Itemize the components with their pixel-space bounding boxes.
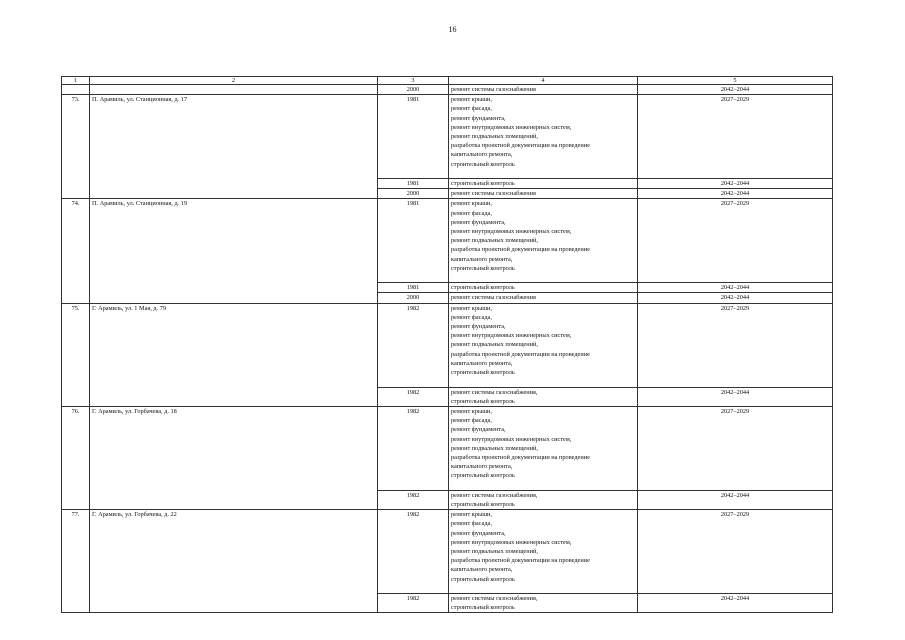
period-cell: 2042–2044 bbox=[638, 490, 833, 509]
works-cell bbox=[449, 406, 638, 490]
works-line: разработка проектной документации на проведение bbox=[451, 142, 590, 150]
works-cell: ремонт системы газоснабжения bbox=[449, 85, 638, 95]
works-line: строительный контроль bbox=[451, 575, 515, 583]
period-cell: 2042–2044 bbox=[638, 283, 833, 293]
works-line: ремонт внутридомовых инженерных систем, bbox=[451, 228, 572, 236]
address-cell: П. Арамиль, ул. Станционная, д. 19 bbox=[90, 199, 378, 303]
address-cell: Г. Арамиль, ул. Горбачева, д. 22 bbox=[90, 510, 378, 613]
period-cell: 2042–2044 bbox=[638, 593, 833, 612]
page-number: 16 bbox=[448, 25, 457, 34]
year-cell: 1981 bbox=[378, 283, 449, 293]
works-line: ремонт внутридомовых инженерных систем, bbox=[451, 538, 572, 546]
works-cell bbox=[449, 593, 638, 612]
works-line: ремонт системы газоснабжения, bbox=[451, 388, 538, 396]
address-cell: Г. Арамиль, ул. 1 Мая, д. 79 bbox=[90, 303, 378, 406]
works-line: разработка проектной документации на проведение bbox=[451, 350, 590, 358]
works-line: ремонт фасада, bbox=[451, 520, 492, 528]
year-cell: 2000 bbox=[378, 85, 449, 95]
entry-number-cell: 73. bbox=[62, 95, 90, 199]
works-line: ремонт подвальных помещений, bbox=[451, 444, 538, 452]
works-line: строительный контроль bbox=[451, 369, 515, 377]
works-line: строительный контроль bbox=[451, 284, 515, 292]
works-line bbox=[451, 377, 635, 386]
works-line: ремонт крыши, bbox=[451, 511, 493, 519]
entry-number-cell: 74. bbox=[62, 199, 90, 303]
works-cell bbox=[449, 283, 638, 293]
address-cell: П. Арамиль, ул. Станционная, д. 17 bbox=[90, 95, 378, 199]
year-cell: 1982 bbox=[378, 510, 449, 594]
works-cell bbox=[449, 293, 638, 303]
year-cell: 1981 bbox=[378, 95, 449, 179]
works-line: ремонт фасада, bbox=[451, 417, 492, 425]
works-line bbox=[451, 169, 635, 178]
works-line: разработка проектной документации на проведение bbox=[451, 557, 590, 565]
works-line: ремонт системы газоснабжения bbox=[451, 190, 536, 198]
works-line: ремонт внутридомовых инженерных систем, bbox=[451, 332, 572, 340]
year-cell: 1981 bbox=[378, 199, 449, 283]
works-cell bbox=[449, 95, 638, 179]
works-line: ремонт фундамента, bbox=[451, 323, 506, 331]
address-cell bbox=[90, 85, 378, 95]
header-cell-1: 1 bbox=[62, 77, 90, 85]
period-cell: 2042–2044 bbox=[638, 85, 833, 95]
address-cell: Г. Арамиль, ул. Горбачева, д. 18 bbox=[90, 406, 378, 509]
period-cell: 2042–2044 bbox=[638, 179, 833, 189]
year-cell: 1982 bbox=[378, 490, 449, 509]
period-cell: 2042–2044 bbox=[638, 293, 833, 303]
works-line: ремонт крыши, bbox=[451, 96, 493, 104]
entry-number-cell: 76. bbox=[62, 406, 90, 509]
works-line: ремонт подвальных помещений, bbox=[451, 237, 538, 245]
works-line: ремонт подвальных помещений, bbox=[451, 341, 538, 349]
num-cell bbox=[62, 85, 90, 95]
table-row bbox=[62, 303, 833, 387]
header-row bbox=[62, 77, 833, 85]
period-cell: 2027–2029 bbox=[638, 406, 833, 490]
works-line: ремонт подвальных помещений, bbox=[451, 133, 538, 141]
works-line: ремонт фасада, bbox=[451, 209, 492, 217]
works-cell bbox=[449, 189, 638, 199]
works-line: капитального ремонта, bbox=[451, 566, 513, 574]
works-line: ремонт фасада, bbox=[451, 313, 492, 321]
works-cell bbox=[449, 490, 638, 509]
works-line: ремонт крыши, bbox=[451, 407, 493, 415]
works-line: капитального ремонта, bbox=[451, 255, 513, 263]
works-line: ремонт внутридомовых инженерных систем, bbox=[451, 435, 572, 443]
period-cell: 2027–2029 bbox=[638, 303, 833, 387]
works-line: строительный контроль bbox=[451, 264, 515, 272]
year-cell: 2000 bbox=[378, 189, 449, 199]
works-line: ремонт системы газоснабжения, bbox=[451, 594, 538, 602]
works-line bbox=[451, 481, 635, 490]
works-line: ремонт фундамента, bbox=[451, 426, 506, 434]
works-line: ремонт крыши, bbox=[451, 200, 493, 208]
period-cell: 2042–2044 bbox=[638, 189, 833, 199]
continuation-row bbox=[62, 85, 833, 95]
works-line: капитального ремонта, bbox=[451, 359, 513, 367]
header-cell-3: 3 bbox=[378, 77, 449, 85]
works-line: строительный контроль bbox=[451, 397, 515, 405]
works-line: строительный контроль bbox=[451, 180, 515, 188]
period-cell: 2027–2029 bbox=[638, 95, 833, 179]
works-cell bbox=[449, 510, 638, 594]
works-cell bbox=[449, 387, 638, 406]
works-line: разработка проектной документации на проведение bbox=[451, 246, 590, 254]
year-cell: 1982 bbox=[378, 387, 449, 406]
year-cell: 1981 bbox=[378, 179, 449, 189]
header-cell-5: 5 bbox=[638, 77, 833, 85]
works-line: ремонт фундамента, bbox=[451, 218, 506, 226]
works-cell bbox=[449, 199, 638, 283]
year-cell: 2000 bbox=[378, 293, 449, 303]
period-cell: 2027–2029 bbox=[638, 199, 833, 283]
works-line: капитального ремонта, bbox=[451, 463, 513, 471]
entry-number-cell: 77. bbox=[62, 510, 90, 613]
works-line: строительный контроль bbox=[451, 604, 515, 612]
entry-number-cell: 75. bbox=[62, 303, 90, 406]
works-line: ремонт подвальных помещений, bbox=[451, 547, 538, 555]
works-line: ремонт крыши, bbox=[451, 304, 493, 312]
works-cell bbox=[449, 179, 638, 189]
works-line: ремонт системы газоснабжения bbox=[451, 294, 536, 302]
period-cell: 2042–2044 bbox=[638, 387, 833, 406]
works-line: строительный контроль bbox=[451, 472, 515, 480]
works-line: ремонт внутридомовых инженерных систем, bbox=[451, 123, 572, 131]
works-cell bbox=[449, 303, 638, 387]
works-line: ремонт системы газоснабжения, bbox=[451, 491, 538, 499]
works-line: строительный контроль bbox=[451, 500, 515, 508]
works-line: ремонт фундамента, bbox=[451, 114, 506, 122]
header-cell-2: 2 bbox=[90, 77, 378, 85]
works-line bbox=[451, 273, 635, 282]
table-row bbox=[62, 199, 833, 283]
repair-schedule-table bbox=[61, 76, 833, 613]
works-line: разработка проектной документации на проведение bbox=[451, 453, 590, 461]
table-row bbox=[62, 510, 833, 594]
works-line: строительный контроль bbox=[451, 160, 515, 168]
works-line bbox=[451, 584, 635, 593]
table-row bbox=[62, 95, 833, 179]
works-line: ремонт фундамента, bbox=[451, 529, 506, 537]
year-cell: 1982 bbox=[378, 406, 449, 490]
period-cell: 2027–2029 bbox=[638, 510, 833, 594]
works-line: капитального ремонта, bbox=[451, 151, 513, 159]
year-cell: 1982 bbox=[378, 593, 449, 612]
header-cell-4: 4 bbox=[449, 77, 638, 85]
works-line: ремонт фасада, bbox=[451, 105, 492, 113]
year-cell: 1982 bbox=[378, 303, 449, 387]
table-row bbox=[62, 406, 833, 490]
